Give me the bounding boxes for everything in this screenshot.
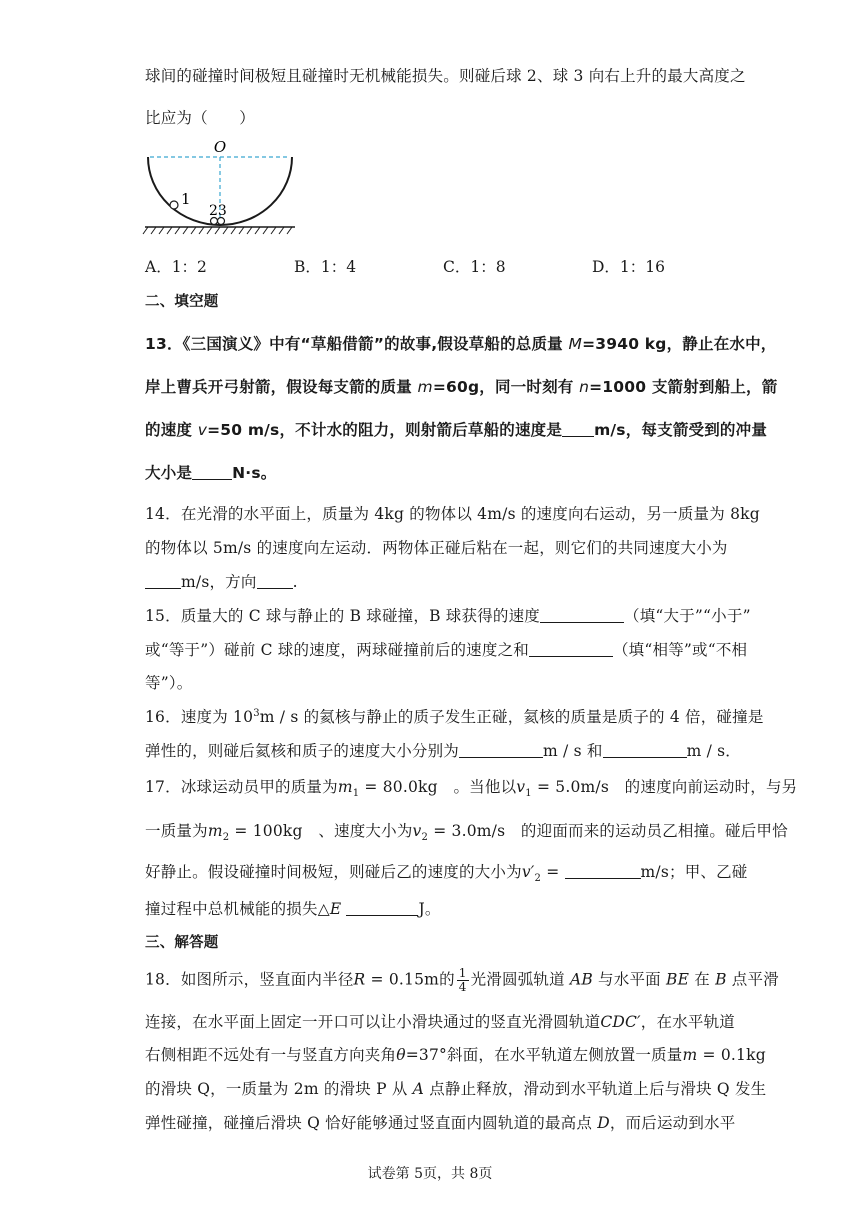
bowl-figure (140, 135, 300, 240)
q15-line1: 15．质量大的 C 球与静止的 B 球碰撞，B 球获得的速度 （填“大于”“小于” (145, 607, 751, 625)
q16-blank-helium[interactable] (459, 743, 543, 758)
option-c: C．1：8 (443, 258, 506, 276)
q15-line3: 等”）。 (145, 674, 193, 692)
q18-line4: 的滑块 Q，一质量为 2m 的滑块 P 从 A 点静止释放，滑动到水平轨道上后与滑块 Q 发生 (145, 1080, 767, 1098)
q13-blank-velocity[interactable] (562, 422, 594, 437)
q17-line3: 好静止。假设碰撞时间极短，则碰后乙的速度的大小为$v'_2 = m/s$；甲、乙碰 (145, 863, 748, 885)
section-heading-solve: 三、解答题 (145, 935, 219, 951)
label-ball-1: 1 (181, 190, 191, 208)
option-d: D．1：16 (592, 258, 666, 276)
q13-line2: 岸上曹兵开弓射箭，假设每支箭的质量 m=60g，同一时刻有 n=1000 支箭射到船上，箭 (145, 378, 778, 396)
q15-line2: 或“等于”）碰前 C 球的速度，两球碰撞前后的速度之和 （填“相等”或“不相 (145, 641, 748, 659)
q13-line1: 13．《三国演义》中有“草船借箭”的故事,假设草船的总质量 M=3940 kg，静止在水中， (145, 335, 777, 353)
q14-line1: 14．在光滑的水平面上，质量为 4kg 的物体以 4m/s 的速度向右运动，另一质量为 8kg (145, 505, 760, 523)
label-o: O (213, 138, 227, 156)
q17-blank-energy-loss[interactable] (346, 901, 418, 916)
section-heading-fill-in: 二、填空题 (145, 294, 219, 310)
q18-line2: 连接，在水平面上固定一开口可以让小滑块通过的竖直光滑圆轨道CDC′，在水平轨道 (145, 1013, 735, 1031)
q17-line2: 一质量为$m_2 = 100kg$ 、速度大小为$v_2 = 3.0m/s$ 的迎面而来的运动员乙相撞。碰后甲恰 (145, 822, 788, 844)
page-footer: 试卷第 5页，共 8页 (367, 1166, 493, 1182)
label-balls-23: 23 (209, 203, 227, 219)
q14-blank-speed[interactable] (145, 574, 181, 589)
q13-line3: 的速度 v=50 m/s，不计水的阻力，则射箭后草船的速度是 m/s，每支箭受到的冲量 (145, 421, 768, 439)
q17-line4: 撞过程中总机械能的损失△E J。 (145, 900, 441, 918)
q15-blank-2[interactable] (529, 642, 613, 657)
q13-blank-impulse[interactable] (192, 465, 232, 480)
q16-blank-proton[interactable] (603, 743, 687, 758)
option-a: A．1：2 (145, 258, 207, 276)
ball-1 (170, 201, 178, 209)
q12-text-line2: 比应为（ ） (145, 109, 255, 127)
q13-line4: 大小是 N·s。 (145, 464, 277, 482)
q18-line3: 右侧相距不远处有一与竖直方向夹角θ=37°斜面，在水平轨道左侧放置一质量m = 0.1kg (145, 1046, 766, 1064)
q12-text-line1: 球间的碰撞时间极短且碰撞时无机械能损失。则碰后球 2、球 3 向右上升的最大高度之 (145, 67, 746, 85)
q17-blank-velocity[interactable] (565, 864, 641, 879)
q15-blank-1[interactable] (540, 608, 624, 623)
q14-line3: m/s，方向 . (145, 570, 298, 592)
q16-line1: 16．速度为 $10^3m$ / s 的氦核与静止的质子发生正碰，氦核的质量是质子的 4 倍，碰撞是 (145, 707, 764, 726)
q16-line2: 弹性的，则碰后氦核和质子的速度大小分别为 m / s 和 m / s． (145, 742, 742, 760)
q14-line2: 的物体以 5m/s 的速度向左运动．两物体正碰后粘在一起，则它们的共同速度大小为 (145, 539, 728, 557)
q17-line1: 17．冰球运动员甲的质量为$m_1 = 80.0kg$ 。当他以$v_1 = 5.0m/s$ 的速度向前运动时，与另 (145, 778, 798, 800)
q14-blank-direction[interactable] (257, 574, 293, 589)
q18-line1: 18．如图所示，竖直面内半径R = 0.15m的 $\frac{1}{4}$ 光滑圆弧轨道 AB 与水平面 BE 在 B 点平滑 (145, 966, 779, 994)
quarter-fraction: $\frac{1}{4}$ (458, 966, 467, 994)
q18-line5: 弹性碰撞，碰撞后滑块 Q 恰好能够通过竖直面内圆轨道的最高点 D，而后运动到水平 (145, 1114, 736, 1132)
ground-hatching (143, 227, 292, 234)
option-b: B．1：4 (294, 258, 357, 276)
